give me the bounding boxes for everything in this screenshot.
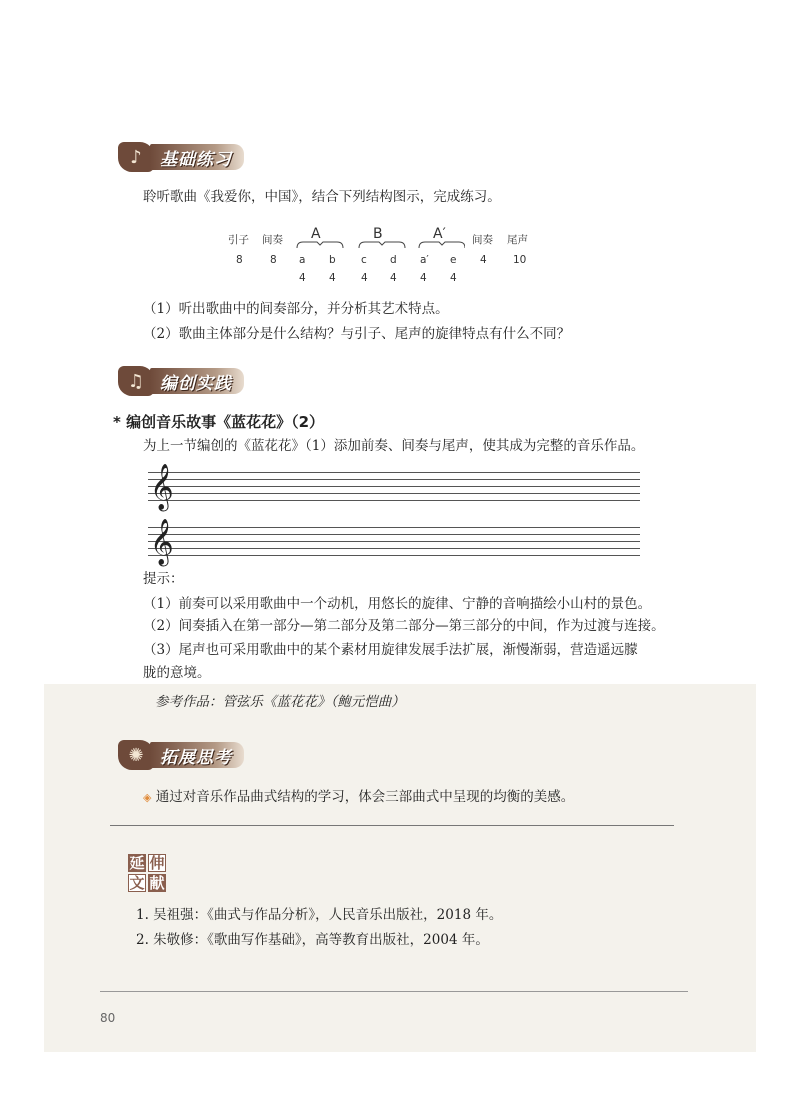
extended-literature-badge xyxy=(128,854,168,894)
badge-char: 延 xyxy=(129,854,145,872)
thinking-item xyxy=(143,787,574,808)
hint-label: 提示： xyxy=(143,571,184,587)
staff-line xyxy=(148,534,640,535)
music-staff-2[interactable] xyxy=(148,519,640,565)
brain-icon: ✺ xyxy=(118,740,154,770)
treble-clef-icon: 𝄞 xyxy=(150,519,174,565)
struct-label: 间奏 xyxy=(472,234,493,246)
hint-3: （3）尾声也可采用歌曲中的某个素材用旋律发展手法扩展，渐慢渐弱，营造遥远朦 xyxy=(143,642,638,658)
staff-line xyxy=(148,500,640,501)
staff-line xyxy=(148,479,640,480)
struct-sub: d xyxy=(390,254,397,266)
music-staff-1[interactable] xyxy=(148,464,640,510)
banner-label: 编创实践 xyxy=(150,368,244,394)
question-2: （2）歌曲主体部分是什么结构？与引子、尾声的旋律特点有什么不同？ xyxy=(143,326,571,342)
badge-char: 献 xyxy=(149,874,165,892)
struct-bars: 4 xyxy=(299,272,306,284)
struct-label: A′ xyxy=(433,226,446,242)
struct-bars: 4 xyxy=(329,272,336,284)
struct-sub: c xyxy=(361,254,367,266)
page-number: 80 xyxy=(100,1011,116,1025)
treble-clef-icon: 𝄞 xyxy=(150,464,174,510)
divider xyxy=(110,825,674,826)
struct-sub: a xyxy=(299,254,306,266)
reference-1: 1. 吴祖强：《曲式与作品分析》，人民音乐出版社，2018 年。 xyxy=(136,907,503,923)
reference-2: 2. 朱敬修：《歌曲写作基础》，高等教育出版社，2004 年。 xyxy=(136,932,489,948)
thinking-text: 通过对音乐作品曲式结构的学习，体会三部曲式中呈现的均衡的美感。 xyxy=(155,789,575,805)
section-banner-creative-practice xyxy=(118,366,244,396)
exercise-title: * 编创音乐故事《蓝花花》（2） xyxy=(113,413,325,431)
question-1: （1）听出歌曲中的间奏部分，并分析其艺术特点。 xyxy=(143,301,449,317)
struct-label: B xyxy=(373,226,383,242)
struct-label: 引子 xyxy=(228,234,249,246)
hint-3-continued: 胧的意境。 xyxy=(143,665,211,681)
music-note-icon: ♫ xyxy=(118,366,154,396)
struct-label: 尾声 xyxy=(507,234,528,246)
banner-label: 基础练习 xyxy=(150,144,244,170)
staff-line xyxy=(148,527,640,528)
struct-sub: 8 xyxy=(270,254,277,266)
struct-bars: 4 xyxy=(450,272,457,284)
hint-1: （1）前奏可以采用歌曲中一个动机，用悠长的旋律、宁静的音响描绘小山村的景色。 xyxy=(143,596,652,612)
struct-label: A xyxy=(311,226,321,242)
staff-line xyxy=(148,472,640,473)
footer-divider xyxy=(100,991,688,992)
section-banner-extended-thinking xyxy=(118,740,244,770)
struct-sub: 10 xyxy=(513,254,527,266)
intro-text: 聆听歌曲《我爱你，中国》，结合下列结构图示，完成练习。 xyxy=(143,189,501,205)
struct-bars: 4 xyxy=(390,272,397,284)
struct-sub: 8 xyxy=(236,254,243,266)
staff-line xyxy=(148,493,640,494)
staff-line xyxy=(148,541,640,542)
struct-sub: 4 xyxy=(480,254,487,266)
bullet-icon: ◈ xyxy=(143,791,152,804)
struct-label: 间奏 xyxy=(262,234,283,246)
struct-sub: a′ xyxy=(420,254,429,266)
badge-char: 伸 xyxy=(149,854,165,872)
badge-char: 文 xyxy=(129,874,145,892)
reference-work: 参考作品：管弦乐《蓝花花》（鲍元恺曲） xyxy=(155,694,405,710)
staff-line xyxy=(148,486,640,487)
staff-line xyxy=(148,548,640,549)
exercise-task: 为上一节编创的《蓝花花》（1）添加前奏、间奏与尾声，使其成为完整的音乐作品。 xyxy=(143,438,645,454)
struct-bars: 4 xyxy=(361,272,368,284)
bracket-lines xyxy=(295,240,465,250)
music-note-icon: ♪ xyxy=(118,142,154,172)
section-banner-basic-practice xyxy=(118,142,244,172)
struct-sub: e xyxy=(450,254,457,266)
staff-line xyxy=(148,555,640,556)
struct-sub: b xyxy=(329,254,336,266)
hint-2: （2）间奏插入在第一部分—第二部分及第二部分—第三部分的中间，作为过渡与连接。 xyxy=(143,618,665,634)
struct-bars: 4 xyxy=(420,272,427,284)
banner-label: 拓展思考 xyxy=(150,742,244,768)
